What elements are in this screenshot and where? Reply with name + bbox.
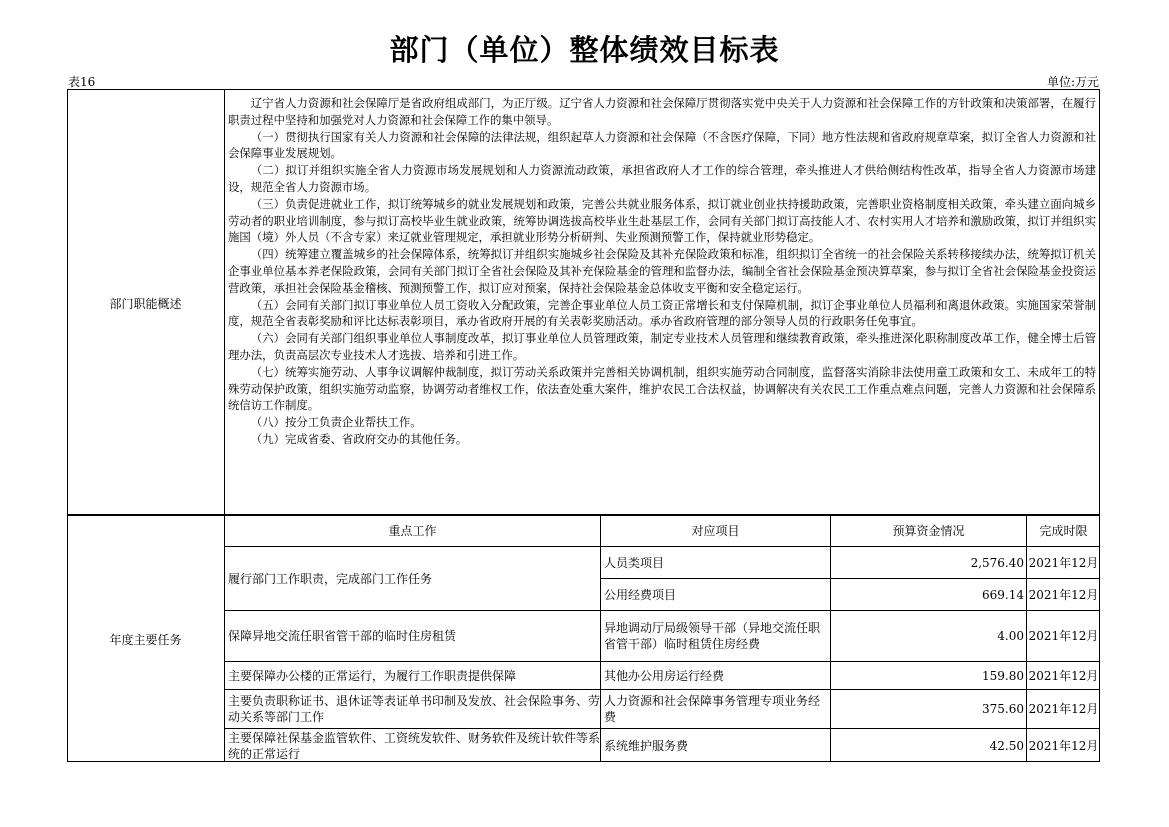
header-key-work: 重点工作 <box>388 523 437 538</box>
task-budget: 4.00 <box>997 629 1024 643</box>
header-budget: 预算资金情况 <box>892 523 965 538</box>
function-paragraph: （六）会同有关部门组织事业单位人事制度改革，拟订事业单位人员管理政策，制定专业技术人员管理和继续教育政策，牵头推进深化职称制度改革工作，健全博士后管理办法，负责高层次专业技术人才选拔、培养和引进工作。 <box>228 331 1096 362</box>
task-deadline: 2021年12月 <box>1028 668 1099 683</box>
task-budget: 159.80 <box>982 668 1024 683</box>
function-paragraph: （三）负责促进就业工作，拟订统筹城乡的就业发展规划和政策，完善公共就业服务体系，拟订就业创业扶持援助政策，完善职业资格制度相关政策，牵头建立面向城乡劳动者的职业培训制度，参与拟订高校毕业生就业政策，统筹协调选拔高校毕业生赴基层工作，会同有关部门拟订高技能人才、农村实用人才培养和激励政策，拟订并组织实施国（境）外人员（不含专家）来辽就业管理规定，承担就业形势分析研判、失业预测预警工作，保持就业形势稳定。 <box>228 196 1096 245</box>
task-project: 人员类项目 <box>604 555 665 570</box>
function-overview-text <box>228 95 1096 448</box>
task-project: 系统维护服务费 <box>604 738 689 753</box>
table-number: 表16 <box>68 75 96 89</box>
task-budget: 375.60 <box>982 702 1024 716</box>
task-project: 其他办公用房运行经费 <box>604 668 725 683</box>
function-paragraph: （八）按分工负责企业帮扶工作。 <box>250 415 422 430</box>
task-work: 保障异地交流任职省管干部的临时住房租赁 <box>228 629 457 643</box>
task-project: 公用经费项目 <box>604 587 677 602</box>
function-paragraph: （二）拟订并组织实施全省人力资源市场发展规划和人力资源流动政策，承担省政府人才工作的综合管理，牵头推进人才供给侧结构性改革，指导全省人力资源市场建设，规范全省人力资源市场。 <box>228 163 1096 194</box>
annual-tasks-label: 年度主要任务 <box>109 633 182 647</box>
task-deadline: 2021年12月 <box>1028 555 1099 570</box>
task-deadline: 2021年12月 <box>1028 738 1099 753</box>
task-work: 主要保障社保基金监管软件、工资统发软件、财务软件及统计软件等系统的正常运行 <box>228 730 601 761</box>
header-deadline: 完成时限 <box>1039 523 1088 538</box>
task-work: 主要保障办公楼的正常运行，为履行工作职责提供保障 <box>228 668 517 683</box>
unit-label: 单位:万元 <box>1046 75 1099 89</box>
task-deadline: 2021年12月 <box>1028 702 1099 716</box>
task-deadline: 2021年12月 <box>1028 629 1099 643</box>
task-budget: 42.50 <box>989 738 1024 753</box>
task-work: 主要负责职称证书、退休证等表证单书印制及发放、社会保险事务、劳动关系等部门工作 <box>228 694 601 724</box>
function-paragraph: （四）统筹建立覆盖城乡的社会保障体系，统筹拟订并组织实施城乡社会保险及其补充保险政策和标准，组织拟订全省统一的社会保险关系转移接续办法，统筹拟订机关企事业单位基本养老保险政策，会同有关部门拟订全省社会保险及其补充保险基金的管理和监督办法，编制全省社会保险基金预决算草案，参与拟订全省社会保险基金投资运营政策，承担社会保险基金稽核、预测预警工作，拟订应对预案，保持社会保险基金总体收支平衡和安全稳定运行。 <box>228 247 1096 295</box>
function-paragraph: 辽宁省人力资源和社会保障厅是省政府组成部门，为正厅级。辽宁省人力资源和社会保障厅贯彻落实党中央关于人力资源和社会保障工作的方针政策和决策部署，在履行职责过程中坚持和加强党对人力资源和社会保障工作的集中领导。 <box>228 96 1096 127</box>
task-project: 人力资源和社会保障事务管理专项业务经费 <box>604 694 821 724</box>
task-budget: 2,576.40 <box>970 555 1024 570</box>
function-overview-label: 部门职能概述 <box>109 297 182 311</box>
function-paragraph: （五）会同有关部门拟订事业单位人员工资收入分配政策，完善企事业单位人员工资正常增长和支付保障机制，拟订企事业单位人员福利和离退休政策。实施国家荣誉制度，规范全省表彰奖励和评比达标表彰项目，承办省政府开展的有关表彰奖励活动。承办省政府管理的部分领导人员的行政职务任免事宜。 <box>228 297 1096 329</box>
task-project: 异地调动厅局级领导干部（异地交流任职省管干部）临时租赁住房经费 <box>604 621 821 651</box>
function-paragraph: （七）统筹实施劳动、人事争议调解仲裁制度，拟订劳动关系政策并完善相关协调机制，组织实施劳动合同制度，监督落实消除非法使用童工政策和女工、未成年工的特殊劳动保护政策，组织实施劳动监察，协调劳动者维权工作，依法查处重大案件，维护农民工合法权益，协调解决有关农民工工作重点难点问题，完善人力资源和社会保障系统信访工作制度。 <box>228 364 1096 413</box>
page-title: 部门（单位）整体绩效目标表 <box>389 33 780 67</box>
task-work: 履行部门工作职责，完成部门工作任务 <box>228 571 433 586</box>
function-paragraph: （九）完成省委、省政府交办的其他任务。 <box>250 431 468 446</box>
function-paragraph: （一）贯彻执行国家有关人力资源和社会保障的法律法规，组织起草人力资源和社会保障（不含医疗保障，下同）地方性法规和省政府规章草案，拟订全省人力资源和社会保障事业发展规划。 <box>228 129 1096 161</box>
task-deadline: 2021年12月 <box>1028 587 1099 602</box>
task-budget: 669.14 <box>982 587 1024 602</box>
header-project: 对应项目 <box>691 523 740 538</box>
